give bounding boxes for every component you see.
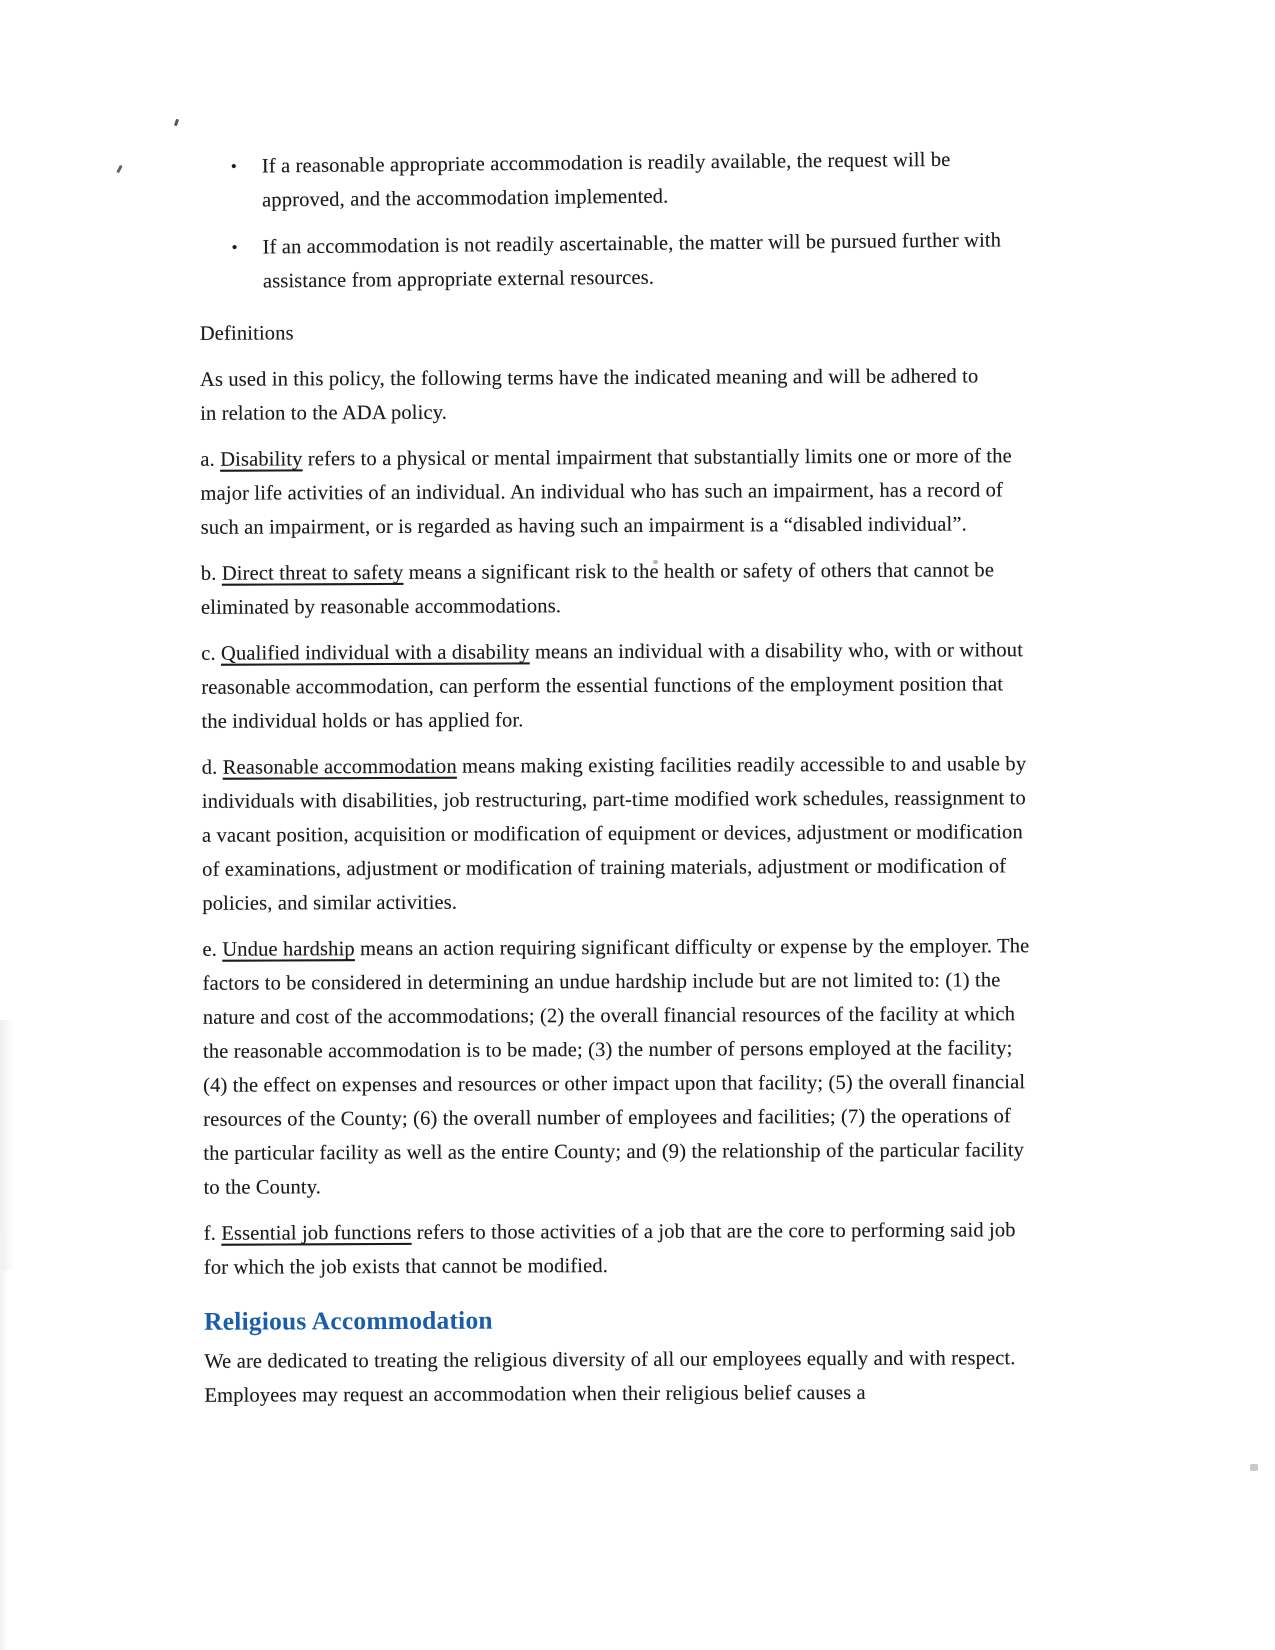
definition-reasonable-accommodation xyxy=(202,747,1035,921)
definition-undue-hardship xyxy=(202,929,1035,1205)
page-content xyxy=(199,144,1037,1425)
scan-speck xyxy=(116,165,122,173)
definition-letter: d. xyxy=(201,756,218,779)
definitions-intro: As used in this policy, the following terms have the indicated meaning and will be adhered to in relation to the ADA policy. xyxy=(199,365,979,425)
definition-text: means an individual with a disability who, with or without reasonable accommodation, can perform the essential functions of the employment position that the individual holds or has applied for. xyxy=(201,639,1024,733)
definition-direct-threat xyxy=(201,553,1033,625)
definition-text: means making existing facilities readily accessible to and usable by individuals with disabilities, job restructuring, part-time modified work schedules, reassignment to a vacant position, acquisition or modification of equipment or devices, adjustment or modification of examinations, adjustment or modification of training materials, adjustment or modification of policies, and similar activities. xyxy=(201,753,1027,915)
scan-edge-shadow xyxy=(0,1230,8,1650)
religious-accommodation-heading: Religious Accommodation xyxy=(204,1305,493,1336)
definition-text: refers to those activities of a job that are the core to performing said job for which the job exists that cannot be modified. xyxy=(203,1219,1016,1279)
definition-letter: b. xyxy=(200,562,217,585)
bullet-text: If a reasonable appropriate accommodation is readily available, the request will be approved, and the accommodation implemented. xyxy=(261,148,951,212)
definition-text: means an action requiring significant difficulty or expense by the employer. The factors to be considered in determining an undue hardship include but are not limited to: (1) the nature and cost of the accommodations; (2) the overall financial resources of the facility at which the reasonable accommodation is to be made; (3) the number of persons employed at the facility; (4) the effect on expenses and resources or other impact upon that facility; (5) the overall financial resources of the County; (6) the overall number of employees and facilities; (7) the operations of the particular facility as well as the entire County; and (9) the relationship of the particular facility to the County. xyxy=(202,935,1030,1199)
bullet-icon: • xyxy=(230,156,237,176)
bullet-icon: • xyxy=(231,237,238,257)
definition-term: Direct threat to safety xyxy=(221,561,404,585)
bullet-text: If an accommodation is not readily ascertainable, the matter will be pursued further with assistance from appropriate external resources. xyxy=(262,229,1002,293)
definition-term: Undue hardship xyxy=(222,938,355,961)
definition-text: refers to a physical or mental impairment that substantially limits one or more of the major life activities of an individual. An individual who has such an impairment, has a record of such an impairment, or is regarded as having such an impairment is a “disabled individual”. xyxy=(200,445,1012,539)
list-item xyxy=(231,142,1032,218)
definition-disability xyxy=(200,439,1032,545)
scan-speck xyxy=(1250,1464,1258,1471)
definition-term: Reasonable accommodation xyxy=(222,755,457,779)
definition-term: Essential job functions xyxy=(221,1221,412,1245)
list-item xyxy=(231,223,1032,299)
definition-essential-job-functions xyxy=(204,1213,1036,1285)
scan-speck xyxy=(174,119,179,127)
religious-accommodation-body: We are dedicated to treating the religious diversity of all our employees equally and with respect. Employees may request an accommodation when their religious belief causes a xyxy=(204,1347,1016,1407)
definition-letter: e. xyxy=(202,938,218,961)
definition-letter: f. xyxy=(203,1222,217,1245)
bullet-list xyxy=(231,142,1032,299)
definition-term: Disability xyxy=(220,448,303,471)
definition-qualified-individual xyxy=(201,633,1033,739)
definition-letter: c. xyxy=(201,642,216,665)
definition-text: means a significant risk to the health or safety of others that cannot be eliminated by reasonable accommodations. xyxy=(200,559,995,619)
definitions-heading: Definitions xyxy=(199,322,294,345)
definition-term: Qualified individual with a disability xyxy=(220,641,530,665)
definition-letter: a. xyxy=(200,448,215,471)
